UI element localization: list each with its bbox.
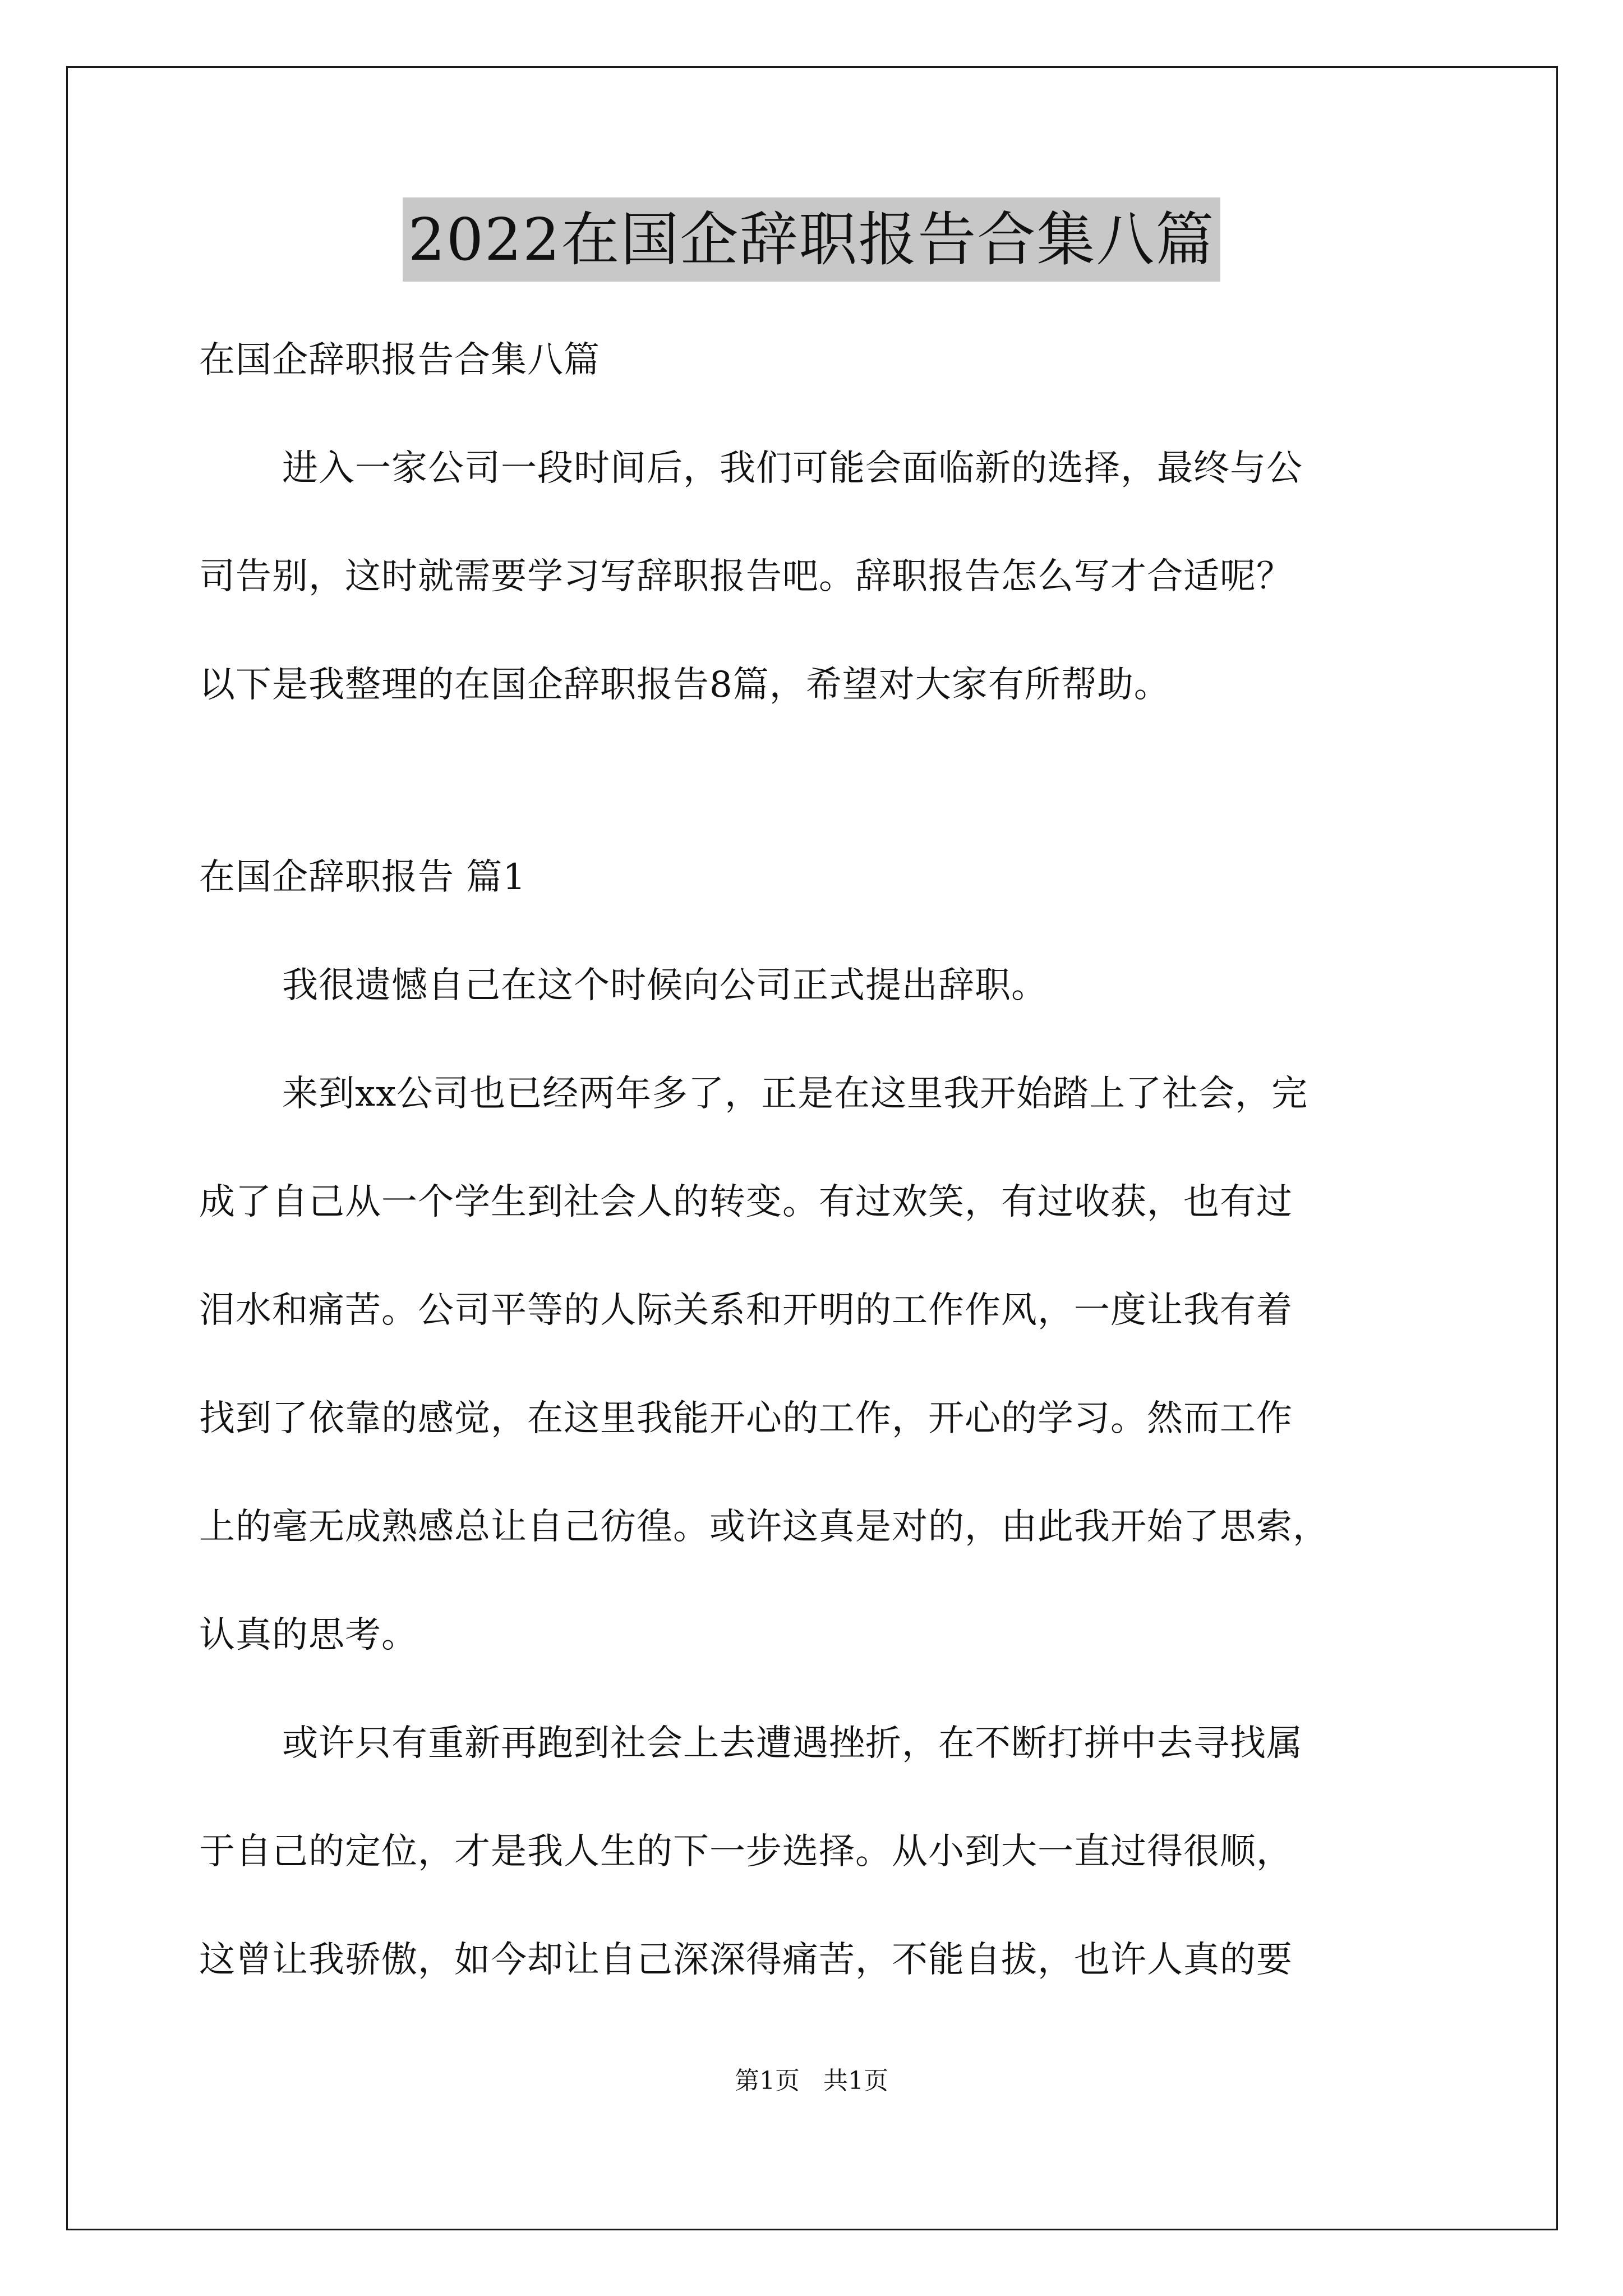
section-gap — [199, 739, 1444, 823]
page-number-current: 第1页 — [735, 2067, 800, 2095]
page-footer — [0, 2064, 1623, 2098]
intro-line-1: 进入一家公司一段时间后，我们可能会面临新的选择，最终与公 — [282, 448, 1303, 489]
page-number-total: 共1页 — [823, 2067, 888, 2095]
paragraph-3-line-3: 这曾让我骄傲，如今却让自己深深得痛苦，不能自拔，也许人真的要 — [199, 1939, 1293, 1981]
document-body — [199, 306, 1444, 2014]
paragraph-2-line-6: 认真的思考。 — [199, 1614, 418, 1656]
section-heading: 在国企辞职报告 篇1 — [199, 857, 527, 898]
paragraph-3-line-1: 或许只有重新再跑到社会上去遭遇挫折，在不断打拼中去寻找属 — [282, 1723, 1303, 1764]
document-title: 2022在国企辞职报告合集八篇 — [403, 197, 1221, 282]
paragraph-2-line-1: 来到xx公司也已经两年多了，正是在这里我开始踏上了社会，完 — [282, 1073, 1308, 1115]
title-container — [0, 197, 1623, 282]
intro-line-3: 以下是我整理的在国企辞职报告8篇，希望对大家有所帮助。 — [199, 664, 1170, 706]
paragraph-3-line-2: 于自己的定位，才是我人生的下一步选择。从小到大一直过得很顺， — [199, 1831, 1293, 1872]
paragraph-2-line-5: 上的毫无成熟感总让自己彷徨。或许这真是对的，由此我开始了思索， — [199, 1506, 1329, 1548]
paragraph-2-line-2: 成了自己从一个学生到社会人的转变。有过欢笑，有过收获，也有过 — [199, 1181, 1293, 1223]
intro-heading: 在国企辞职报告合集八篇 — [199, 339, 600, 381]
paragraph-1: 我很遗憾自己在这个时候向公司正式提出辞职。 — [282, 965, 1048, 1006]
paragraph-2-line-3: 泪水和痛苦。公司平等的人际关系和开明的工作作风，一度让我有着 — [199, 1290, 1293, 1331]
intro-line-2: 司告别，这时就需要学习写辞职报告吧。辞职报告怎么写才合适呢？ — [199, 556, 1293, 597]
paragraph-2-line-4: 找到了依靠的感觉，在这里我能开心的工作，开心的学习。然而工作 — [199, 1398, 1293, 1439]
